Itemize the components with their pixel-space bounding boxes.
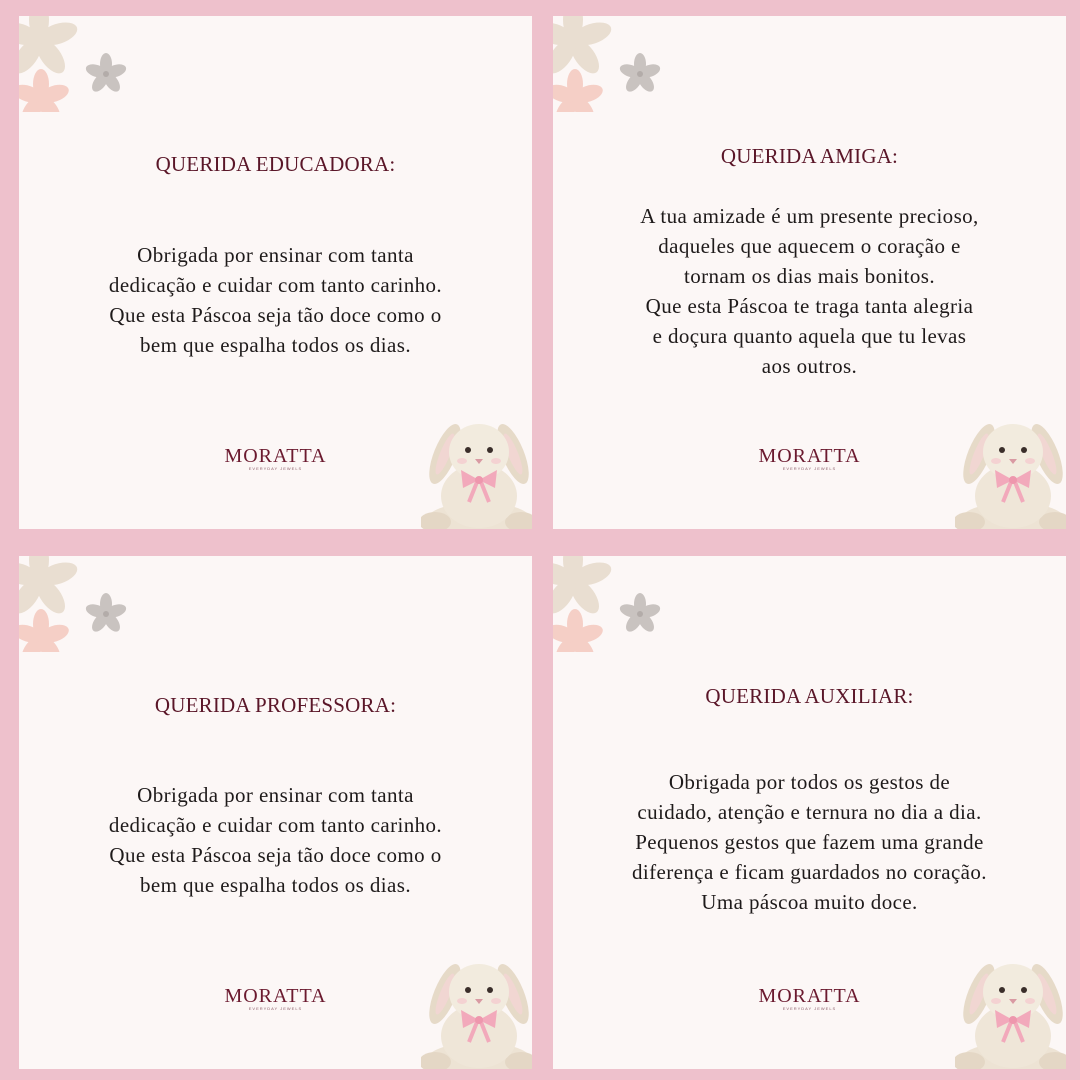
card-title: QUERIDA PROFESSORA: — [154, 693, 397, 717]
brand-name: MORATTA — [758, 445, 861, 467]
flower-icon — [553, 16, 675, 112]
card-title: QUERIDA AUXILIAR: — [705, 684, 914, 708]
card-message: Obrigada por ensinar com tanta dedicação e cuidar com tanto carinho. Que esta Páscoa seja tão doce como o bem que espalha todos os dias. — [108, 783, 443, 897]
brand-name: MORATTA — [224, 445, 327, 467]
card-message: A tua amizade é um presente precioso, daqueles que aquecem o coração e tornam os dias mais bonitos. Que esta Páscoa te traga tanta alegria e doçura quanto aquela que tu levas aos outros. — [640, 204, 979, 378]
bunny-illustration — [421, 404, 532, 529]
brand-tagline: EVERYDAY JEWELS — [782, 1006, 837, 1011]
brand-tagline: EVERYDAY JEWELS — [782, 466, 837, 471]
card-title: QUERIDA EDUCADORA: — [155, 152, 396, 176]
card-auxiliar — [553, 556, 1066, 1069]
bunny-illustration — [955, 944, 1066, 1069]
brand-tagline: EVERYDAY JEWELS — [248, 1006, 303, 1011]
flower-icon — [553, 556, 675, 652]
brand-name: MORATTA — [758, 985, 861, 1007]
card-amiga — [553, 16, 1066, 529]
card-professora — [19, 556, 532, 1069]
card-title: QUERIDA AMIGA: — [720, 144, 899, 168]
bunny-illustration — [421, 944, 532, 1069]
brand-name: MORATTA — [224, 985, 327, 1007]
card-message: Obrigada por ensinar com tanta dedicação e cuidar com tanto carinho. Que esta Páscoa seja tão doce como o bem que espalha todos os dias. — [108, 243, 443, 357]
card-message: Obrigada por todos os gestos de cuidado, atenção e ternura no dia a dia. Pequenos gestos que fazem uma grande diferença e ficam guardados no coração. Uma páscoa muito doce. — [632, 770, 987, 914]
card-educadora — [19, 16, 532, 529]
flower-icon — [19, 16, 141, 112]
bunny-illustration — [955, 404, 1066, 529]
flower-icon — [19, 556, 141, 652]
brand-tagline: EVERYDAY JEWELS — [248, 466, 303, 471]
